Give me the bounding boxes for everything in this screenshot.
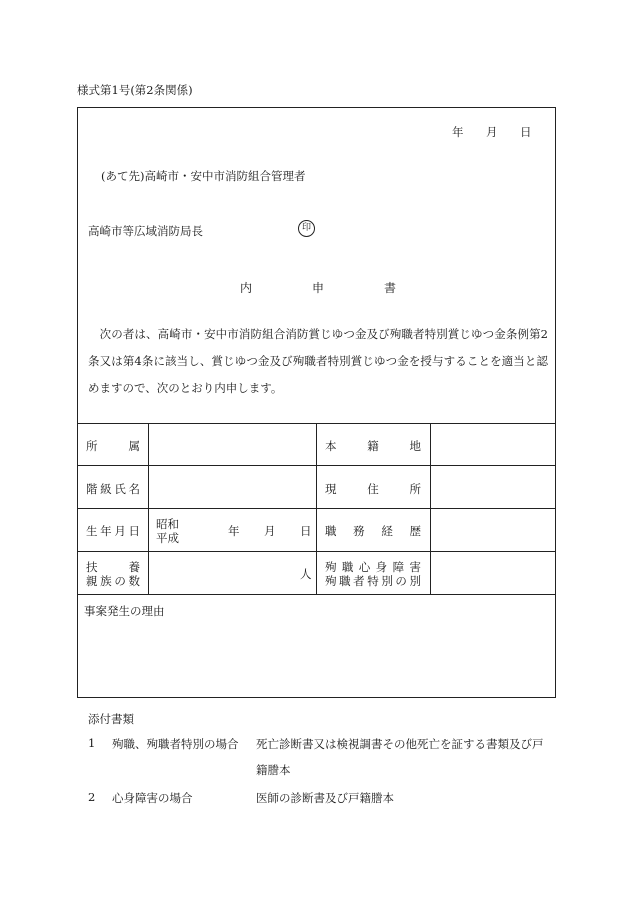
era-heisei: 平成 xyxy=(156,531,179,545)
c: 名 xyxy=(128,482,140,496)
dependents-unit: 人 xyxy=(300,567,312,581)
attachment-1-number: 1 xyxy=(88,736,96,750)
table-col-rule-2 xyxy=(316,423,317,594)
c: 害 xyxy=(409,560,421,574)
label-affiliation-c1: 所 xyxy=(86,439,98,453)
attachment-1-case: 殉職、殉職者特別の場合 xyxy=(112,737,239,751)
c: 障 xyxy=(392,560,405,574)
c: の xyxy=(395,574,407,588)
c: 別 xyxy=(381,574,393,588)
attachment-1-docs-cont: 籍謄本 xyxy=(256,763,291,777)
body-paragraph: 次の者は、高崎市・安中市消防組合消防賞じゆつ金及び殉職者特別賞じゆつ金条例第2条又は第4条に該当し、賞じゆつ金及び殉職者特別賞じゆつ金を授与することを適当と認めますので、次のとおり内申します。 xyxy=(88,327,548,395)
c: 職 xyxy=(325,524,337,538)
attachment-2-case: 心身障害の場合 xyxy=(112,791,193,805)
label-address xyxy=(325,481,421,497)
c: 職 xyxy=(339,574,351,588)
c: 数 xyxy=(128,574,140,588)
c: 身 xyxy=(375,560,388,574)
c: 所 xyxy=(409,482,421,496)
c: 扶 xyxy=(86,560,98,574)
label-domicile-c3: 地 xyxy=(409,439,421,453)
birth-month-label: 月 xyxy=(264,524,276,538)
c: 務 xyxy=(353,524,365,538)
birth-year-label: 年 xyxy=(228,524,240,538)
label-affiliation xyxy=(86,438,140,454)
c: 親 xyxy=(86,574,98,588)
addressee: (あて先)高崎市・安中市消防組合管理者 xyxy=(101,169,306,183)
c: 年 xyxy=(100,524,112,538)
era-showa: 昭和 xyxy=(156,517,179,531)
c: 者 xyxy=(353,574,365,588)
c: 生 xyxy=(86,524,98,538)
date-year-label: 年 xyxy=(452,125,464,139)
c: 族 xyxy=(100,574,112,588)
c: 級 xyxy=(100,482,112,496)
c: 職 xyxy=(341,560,354,574)
c: 現 xyxy=(325,482,337,496)
title-char-2: 申 xyxy=(312,281,325,295)
label-domicile xyxy=(325,438,421,454)
c: 別 xyxy=(409,574,421,588)
label-domicile-c2: 籍 xyxy=(367,439,379,453)
seal-stamp-mark: 印 xyxy=(298,220,315,237)
c: 殉 xyxy=(325,560,337,574)
label-incident-reason: 事案発生の理由 xyxy=(84,604,165,618)
attachment-2-docs: 医師の診断書及び戸籍謄本 xyxy=(256,791,394,805)
title-char-3: 書 xyxy=(384,281,397,295)
c: 特 xyxy=(367,574,379,588)
date-day-label: 日 xyxy=(520,125,532,139)
attachment-1-docs: 死亡診断書又は検視調書その他死亡を証する書類及び戸 xyxy=(256,737,544,751)
label-category-line2 xyxy=(325,573,421,589)
c: 日 xyxy=(128,524,140,538)
c: 階 xyxy=(86,482,98,496)
label-career xyxy=(325,523,421,539)
c: 殉 xyxy=(325,574,337,588)
date-month-label: 月 xyxy=(486,125,498,139)
c: 養 xyxy=(128,560,140,574)
c: 氏 xyxy=(114,482,126,496)
table-col-rule-3 xyxy=(430,423,431,594)
label-birth-date xyxy=(86,523,140,539)
c: 心 xyxy=(358,560,371,574)
label-dependents-line2 xyxy=(86,573,140,589)
table-rule-4 xyxy=(77,594,556,595)
attachment-2-number: 2 xyxy=(88,790,96,804)
title-char-1: 内 xyxy=(240,281,253,295)
c: の xyxy=(114,574,126,588)
label-rank-name xyxy=(86,481,140,497)
c: 住 xyxy=(367,482,379,496)
attachments-heading: 添付書類 xyxy=(88,712,134,726)
form-number: 様式第1号(第2条関係) xyxy=(77,83,193,97)
c: 歴 xyxy=(409,524,421,538)
birth-day-label: 日 xyxy=(300,524,312,538)
table-col-rule-1 xyxy=(148,423,149,594)
sender-title: 高崎市等広域消防局長 xyxy=(88,224,203,238)
label-domicile-c1: 本 xyxy=(325,439,337,453)
c: 月 xyxy=(114,524,126,538)
c: 経 xyxy=(381,524,393,538)
label-affiliation-c2: 属 xyxy=(128,439,140,453)
